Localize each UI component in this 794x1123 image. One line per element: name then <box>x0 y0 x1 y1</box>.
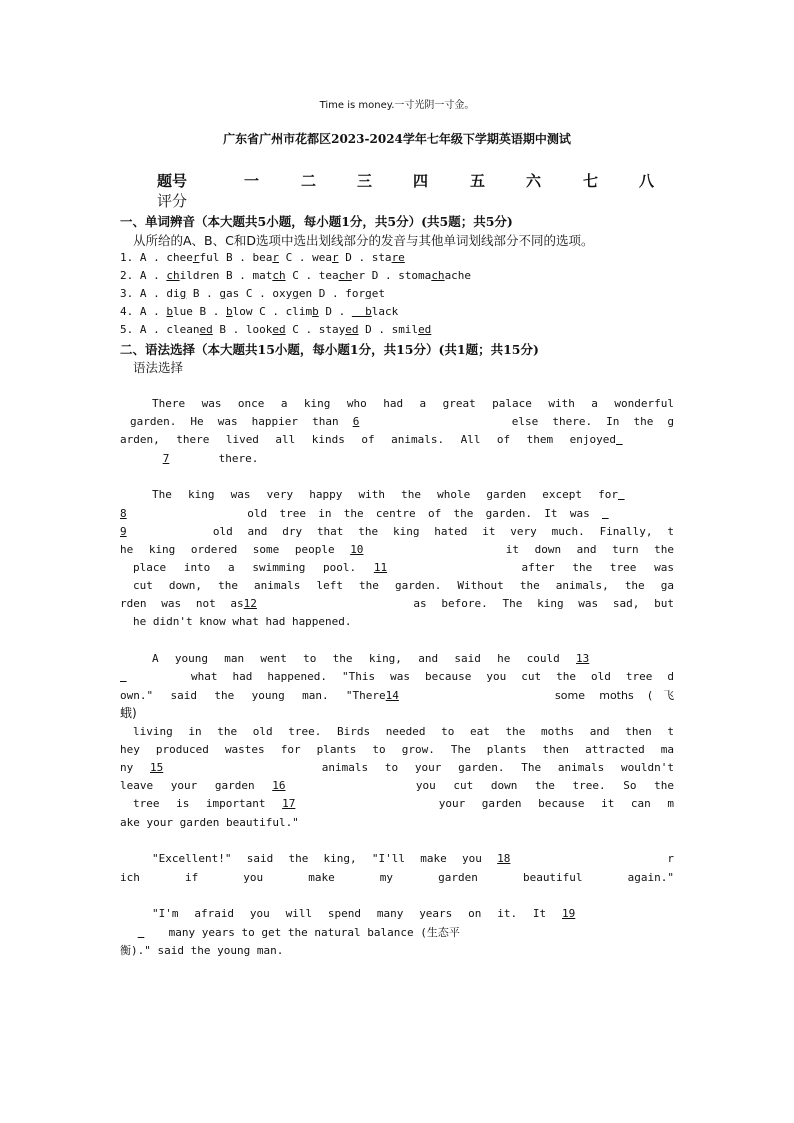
passage-line: 衡)." said the young man. <box>120 944 284 957</box>
passage-text: what had happened. "This was because you cut the old tree d <box>191 670 675 683</box>
passage-text: many years to get the natural balance (生态平 <box>168 926 460 939</box>
question-3 <box>120 287 385 300</box>
blank-9-lead <box>602 506 674 522</box>
exam-title: 广东省广州市花都区2023-2024学年七年级下学期英语期中测试 <box>223 132 571 146</box>
answer-option: B . gas <box>186 287 240 300</box>
score-col-3: 三 <box>357 172 373 190</box>
passage-line: cut down, the animals left the garden. Without the animals, the ga <box>133 579 674 592</box>
passage-text: rden was not as <box>120 597 244 610</box>
blank-19: 19 <box>562 907 576 920</box>
passage-text: A young man went to the king, and said he could <box>152 652 560 665</box>
question-number: 3. A . <box>120 287 167 300</box>
score-col-2: 二 <box>301 172 317 190</box>
answer-option: B . bear <box>219 251 279 264</box>
passage-text: old tree in the centre of the garden. It was <box>247 507 590 520</box>
section1-heading: 一、单词辨音（本大题共5小题，每小题1分，共5分）(共5题；共5分) <box>120 214 513 229</box>
score-col-8: 八 <box>639 172 655 190</box>
score-col-5: 五 <box>470 172 486 190</box>
score-table-header: 题号 <box>157 172 188 190</box>
passage-text: after the tree was <box>521 561 674 574</box>
score-col-1: 一 <box>244 172 260 190</box>
passage-line <box>120 796 674 812</box>
question-number: 2. A . <box>120 269 167 282</box>
blank-18: 18 <box>497 852 511 865</box>
passage-text: there. <box>218 452 259 465</box>
passage-text: arden, there lived all kinds of animals. All of them enjoyed <box>120 433 616 446</box>
passage-line <box>120 414 674 430</box>
passage-line <box>120 596 674 612</box>
passage-line <box>120 524 674 540</box>
answer-option: D . stomachache <box>365 269 472 282</box>
answer-option: C . wear <box>278 251 339 264</box>
passage-line <box>120 906 674 922</box>
passage-line <box>120 760 674 776</box>
passage-text: own." said the young man. "There <box>120 689 386 702</box>
question-1 <box>120 251 405 264</box>
blank-17: 17 <box>282 797 296 810</box>
section2-heading: 二、语法选择（本大题共15小题，每小题1分，共15分）(共1题；共15分) <box>120 342 539 357</box>
passage-text: The king was very happy with the whole garden except for <box>152 488 618 501</box>
passage-line: living in the old tree. Birds needed to eat the moths and then t <box>133 725 674 738</box>
blank-9: 9 <box>120 525 127 538</box>
blank-16: 16 <box>272 779 286 792</box>
answer-option: cheerful <box>166 251 220 264</box>
blank-14: 14 <box>385 689 399 702</box>
blank-10: 10 <box>350 543 364 556</box>
passage-line <box>120 451 674 467</box>
passage-line <box>120 851 674 867</box>
passage-line <box>120 778 674 794</box>
blank-6: 6 <box>352 415 360 428</box>
passage-text: place into a swimming pool. <box>133 561 357 574</box>
section2-instruction: 语法选择 <box>133 360 184 375</box>
passage-text: "I'm afraid you will spend many years on it. It <box>152 907 547 920</box>
passage-text: you cut down the tree. So the <box>415 779 675 792</box>
passage-text: as before. The king was sad, but <box>413 597 674 610</box>
passage-text: garden. He was happier than <box>130 415 339 428</box>
score-row-label: 评分 <box>157 192 188 210</box>
passage-line: ake your garden beautiful." <box>120 816 299 829</box>
answer-option: D . forget <box>312 287 385 300</box>
blank-7-lead <box>616 432 674 448</box>
blank-15: 15 <box>150 761 164 774</box>
passage-text: some moths (飞 <box>555 689 674 702</box>
passage-text: "Excellent!" said the king, "I'll make you <box>152 852 482 865</box>
passage-line <box>120 688 674 704</box>
score-col-7: 七 <box>583 172 599 190</box>
passage-line: ich if you make my garden beautiful again." <box>120 871 674 884</box>
passage-text: else there. In the g <box>511 415 675 428</box>
answer-option: children <box>166 269 220 282</box>
passage-text: r <box>667 852 674 865</box>
passage-line: hey produced wastes for plants to grow. The plants then attracted ma <box>120 743 674 756</box>
answer-option: D . stare <box>338 251 405 264</box>
answer-option: C . teacher <box>285 269 366 282</box>
question-number: 1. A . <box>120 251 167 264</box>
passage-text: tree is important <box>133 797 266 810</box>
answer-option: B . match <box>219 269 286 282</box>
passage-text: animals to your garden. The animals wouldn't <box>321 761 674 774</box>
passage-text: your garden because it can m <box>438 797 674 810</box>
blank-7: 7 <box>162 452 170 465</box>
question-5: 5. A . cleaned B . looked C . stayed D . smiled <box>120 323 432 336</box>
blank-13: 13 <box>576 652 590 665</box>
question-4: 4. A . blue B . blow C . climb D . black <box>120 305 399 318</box>
passage-line <box>120 560 674 576</box>
passage-text: leave your garden <box>120 779 255 792</box>
passage-line <box>120 925 674 941</box>
answer-option: dig <box>166 287 187 300</box>
passage-line <box>120 651 674 667</box>
passage-line <box>120 432 674 448</box>
blank-13-tail <box>120 669 176 685</box>
passage-text: old and dry that the king hated it very much. Finally, t <box>212 525 674 538</box>
blank-8: 8 <box>120 507 127 520</box>
question-2 <box>120 269 471 282</box>
score-col-6: 六 <box>526 172 542 190</box>
passage-line <box>120 487 674 503</box>
passage-text: it down and turn the <box>505 543 675 556</box>
passage-line <box>120 669 674 685</box>
passage-line: There was once a king who had a great palace with a wonderful <box>152 397 674 410</box>
blank-11: 11 <box>373 561 388 574</box>
score-col-4: 四 <box>413 172 429 190</box>
section1-instruction: 从所给的A、B、C和D选项中选出划线部分的发音与其他单词划线部分不同的选项。 <box>133 233 594 248</box>
blank-8-lead <box>618 487 674 503</box>
blank-19-tail <box>120 925 162 941</box>
passage-line: 蛾) <box>120 706 137 720</box>
passage-line <box>120 506 674 522</box>
passage-line <box>120 542 674 558</box>
answer-option: C . oxygen <box>239 287 313 300</box>
score-table-header-row <box>157 170 677 190</box>
passage-text: he king ordered some people <box>120 543 335 556</box>
header-motto: Time is money.一寸光阴一寸金。 <box>319 100 475 111</box>
blank-12: 12 <box>243 597 257 610</box>
passage-text: ny <box>120 761 134 774</box>
passage-line: he didn't know what had happened. <box>133 615 352 628</box>
